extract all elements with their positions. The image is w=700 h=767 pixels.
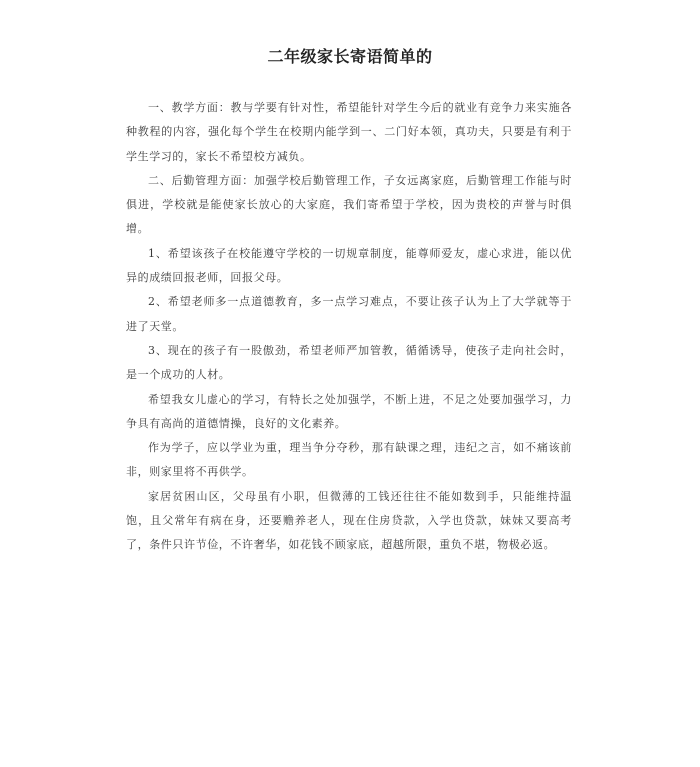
paragraph: 1、希望该孩子在校能遵守学校的一切规章制度，能尊师爱友，虚心求进，能以优异的成绩回报老师，回报父母。 — [126, 246, 572, 285]
paragraph: 二、后勤管理方面：加强学校后勤管理工作，子女远离家庭，后勤管理工作能与时俱进，学校就是能使家长放心的大家庭，我们寄希望于学校，因为贵校的声誉与时俱增。 — [126, 173, 572, 236]
paragraph: 2、希望老师多一点道德教育，多一点学习难点，不要让孩子认为上了大学就等于进了天堂。 — [126, 295, 572, 333]
paragraph: 一、教学方面：教与学要有针对性，希望能针对学生今后的就业有竞争力来实施各种教程的内容，强化每个学生在校期内能学到一、二门好本领，真功夫，只要是有利于学生学习的，家长不希望校方减负。 — [126, 101, 572, 163]
paragraph: 希望我女儿虚心的学习，有特长之处加强学，不断上进，不足之处要加强学习，力争具有高尚的道德情操，良好的文化素养。 — [126, 392, 572, 430]
document-body — [126, 96, 572, 558]
document-title: 二年级家长寄语简单的 — [267, 47, 433, 66]
paragraph: 家居贫困山区，父母虽有小职，但微薄的工钱还往往不能如数到手，只能维持温饱，且父常年有病在身，还要赡养老人，现在住房贷款，入学也贷款，妹妹又要高考了，条件只许节俭，不许奢华，如花钱不顾家底，超越所限，重负不堪，物极必返。 — [126, 489, 572, 552]
paragraph: 3、现在的孩子有一股傲劲，希望老师严加管教，循循诱导，使孩子走向社会时，是一个成功的人材。 — [126, 343, 572, 382]
paragraph: 作为学子，应以学业为重，理当争分夺秒，那有缺课之理，违纪之言，如不痛该前非，则家里将不再供学。 — [126, 441, 572, 479]
